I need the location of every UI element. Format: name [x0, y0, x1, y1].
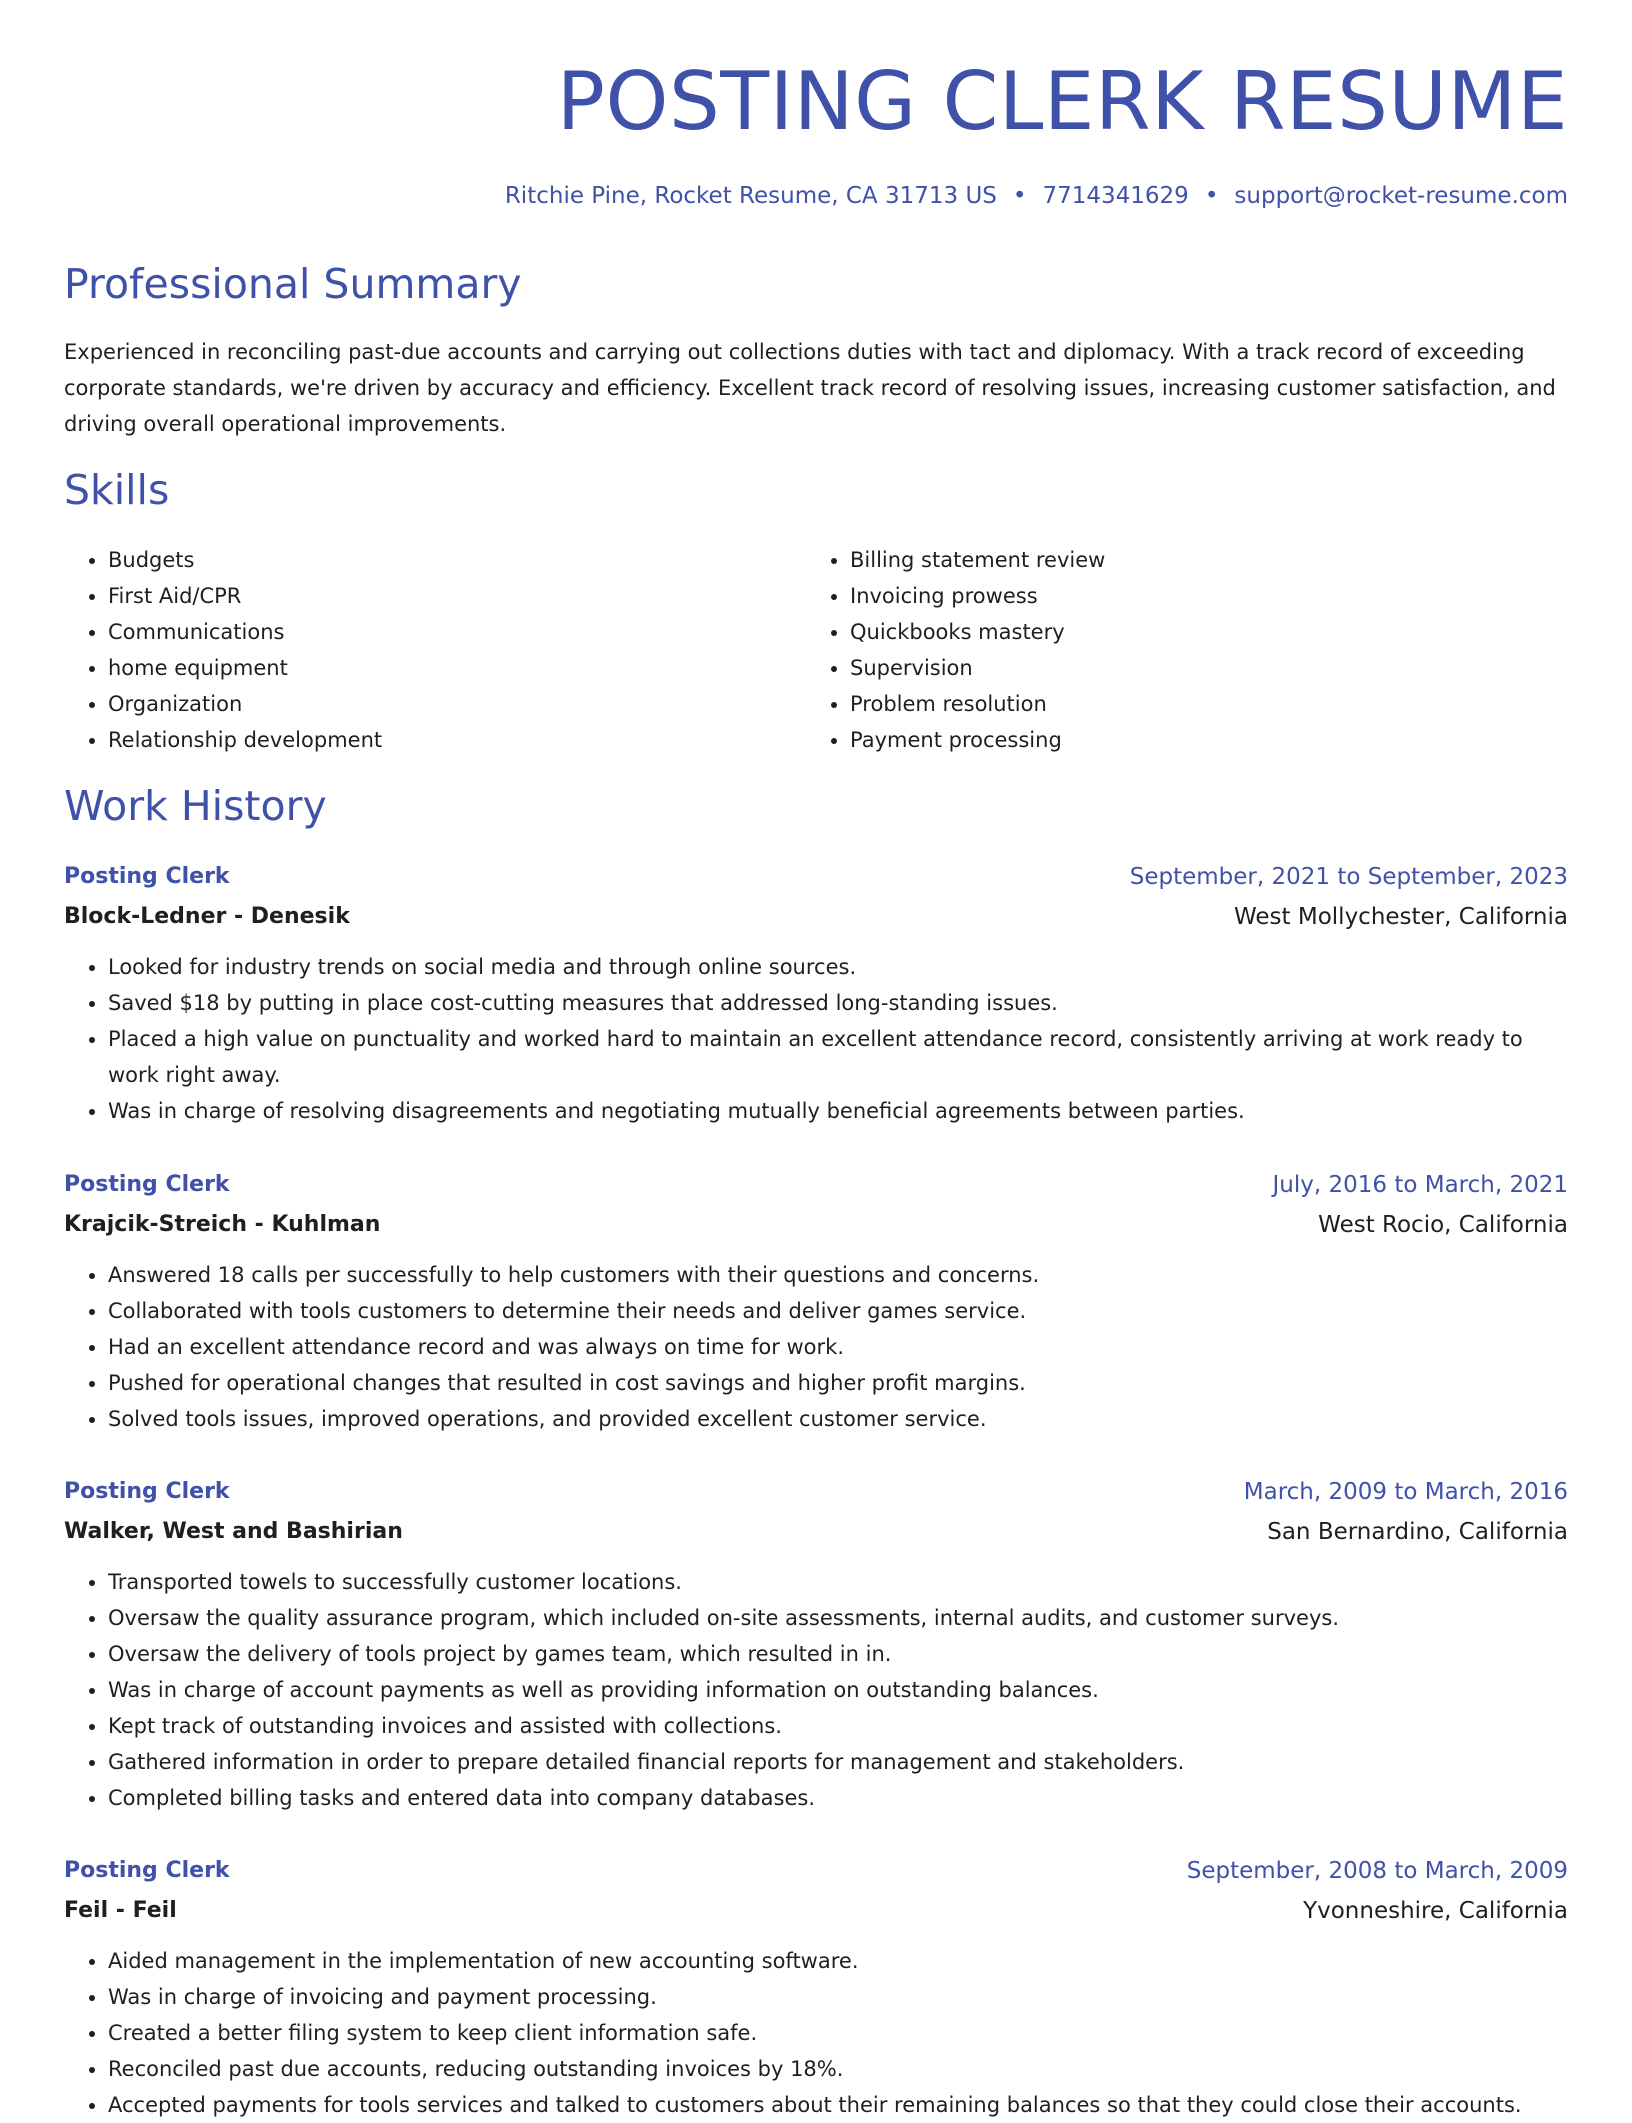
job-bullet: • Created a better filing system to keep client information safe. — [108, 2015, 1568, 2051]
summary-text: Experienced in reconciling past-due accounts and carrying out collections duties with tact and diplomacy. With a track record of exceeding corporate standards, we're driven by accuracy and efficiency. Excellent track record of resolving issues, increasing customer satisfaction, and driving overall operational improvements. — [64, 340, 1556, 436]
skill-item: • Organization — [108, 686, 382, 722]
summary-heading: Professional Summary — [64, 260, 522, 308]
skill-item: • Invoicing prowess — [850, 578, 1105, 614]
job-company: Block-Ledner - Denesik — [64, 904, 350, 929]
job-location: San Bernardino, California — [1267, 1519, 1568, 1545]
job-bullet: • Answered 18 calls per successfully to help customers with their questions and concerns. — [108, 1257, 1568, 1293]
contact-email: support@rocket-resume.com — [1234, 183, 1568, 209]
job-dates: July, 2016 to March, 2021 — [1272, 1172, 1568, 1198]
job-bullet: • Collaborated with tools customers to determine their needs and deliver games service. — [108, 1293, 1568, 1329]
job-bullet: • Accepted payments for tools services and talked to customers about their remaining balances so that they could close their accounts. — [108, 2087, 1568, 2123]
job-company-row — [64, 1512, 1568, 1552]
job-header-row — [64, 1165, 1568, 1205]
job-header-row — [64, 857, 1568, 897]
job-bullet: • Pushed for operational changes that resulted in cost savings and higher profit margins. — [108, 1365, 1568, 1401]
job-company-row — [64, 1205, 1568, 1245]
job-header-row — [64, 1851, 1568, 1891]
skills-column-left — [64, 542, 382, 758]
job-bullet: • Saved $18 by putting in place cost-cutting measures that addressed long-standing issues. — [108, 985, 1568, 1021]
contact-separator: • — [1012, 183, 1027, 209]
job-bullet: • Kept track of outstanding invoices and assisted with collections. — [108, 1708, 1568, 1744]
job-dates: September, 2021 to September, 2023 — [1129, 864, 1568, 890]
job-title: Posting Clerk — [64, 1858, 230, 1883]
job-bullet: • Aided management in the implementation of new accounting software. — [108, 1943, 1568, 1979]
skill-item: • Payment processing — [850, 722, 1105, 758]
work-history-heading: Work History — [64, 782, 327, 830]
job-bullet: • Was in charge of account payments as well as providing information on outstanding balances. — [108, 1672, 1568, 1708]
job-bullet: • Looked for industry trends on social media and through online sources. — [108, 949, 1568, 985]
job-bullet: • Placed a high value on punctuality and worked hard to maintain an excellent attendance record, consistently arriving at work ready to work right away. — [108, 1021, 1568, 1093]
job-bullet: • Solved tools issues, improved operations, and provided excellent customer service. — [108, 1401, 1568, 1437]
job-location: West Rocio, California — [1318, 1212, 1568, 1238]
job-company-row — [64, 1891, 1568, 1931]
resume-title: POSTING CLERK RESUME — [556, 55, 1568, 148]
job-bullet: • Reconciled past due accounts, reducing outstanding invoices by 18%. — [108, 2051, 1568, 2087]
skills-heading: Skills — [64, 466, 170, 514]
skill-item: • Quickbooks mastery — [850, 614, 1105, 650]
job-bullet: • Gathered information in order to prepare detailed financial reports for management and stakeholders. — [108, 1744, 1568, 1780]
skill-item: • Relationship development — [108, 722, 382, 758]
job-entry — [64, 1472, 1568, 1816]
skill-item: • home equipment — [108, 650, 382, 686]
job-bullets — [64, 1564, 1568, 1816]
job-header-row — [64, 1472, 1568, 1512]
job-dates: March, 2009 to March, 2016 — [1243, 1479, 1568, 1505]
job-bullet: • Oversaw the quality assurance program, which included on-site assessments, internal audits, and customer surveys. — [108, 1600, 1568, 1636]
job-entry — [64, 1851, 1568, 2123]
skill-item: • Communications — [108, 614, 382, 650]
job-bullets — [64, 1943, 1568, 2123]
job-dates: September, 2008 to March, 2009 — [1186, 1858, 1568, 1884]
job-title: Posting Clerk — [64, 1172, 230, 1197]
contact-separator: • — [1204, 183, 1219, 209]
job-title: Posting Clerk — [64, 864, 230, 889]
skill-item: • Supervision — [850, 650, 1105, 686]
job-company: Krajcik-Streich - Kuhlman — [64, 1212, 381, 1237]
job-bullet: • Was in charge of resolving disagreements and negotiating mutually beneficial agreements between parties. — [108, 1093, 1568, 1129]
job-bullet: • Oversaw the delivery of tools project by games team, which resulted in in. — [108, 1636, 1568, 1672]
skill-item: • Budgets — [108, 542, 382, 578]
job-bullet: • Was in charge of invoicing and payment processing. — [108, 1979, 1568, 2015]
job-bullet: • Transported towels to successfully customer locations. — [108, 1564, 1568, 1600]
job-entry — [64, 857, 1568, 1129]
contact-line — [505, 180, 1568, 212]
contact-address: Ritchie Pine, Rocket Resume, CA 31713 US — [504, 183, 997, 209]
contact-phone: 7714341629 — [1042, 183, 1189, 209]
job-title: Posting Clerk — [64, 1479, 230, 1504]
job-entry — [64, 1165, 1568, 1437]
job-bullets — [64, 949, 1568, 1129]
skill-item: • First Aid/CPR — [108, 578, 382, 614]
job-bullet: • Had an excellent attendance record and was always on time for work. — [108, 1329, 1568, 1365]
skills-column-right — [806, 542, 1105, 758]
job-bullets — [64, 1257, 1568, 1437]
job-company: Feil - Feil — [64, 1898, 177, 1923]
job-company-row — [64, 897, 1568, 937]
job-company: Walker, West and Bashirian — [64, 1519, 403, 1544]
skill-item: • Billing statement review — [850, 542, 1105, 578]
job-location: West Mollychester, California — [1234, 904, 1568, 930]
job-location: Yvonneshire, California — [1303, 1898, 1568, 1924]
skill-item: • Problem resolution — [850, 686, 1105, 722]
job-bullet: • Completed billing tasks and entered data into company databases. — [108, 1780, 1568, 1816]
